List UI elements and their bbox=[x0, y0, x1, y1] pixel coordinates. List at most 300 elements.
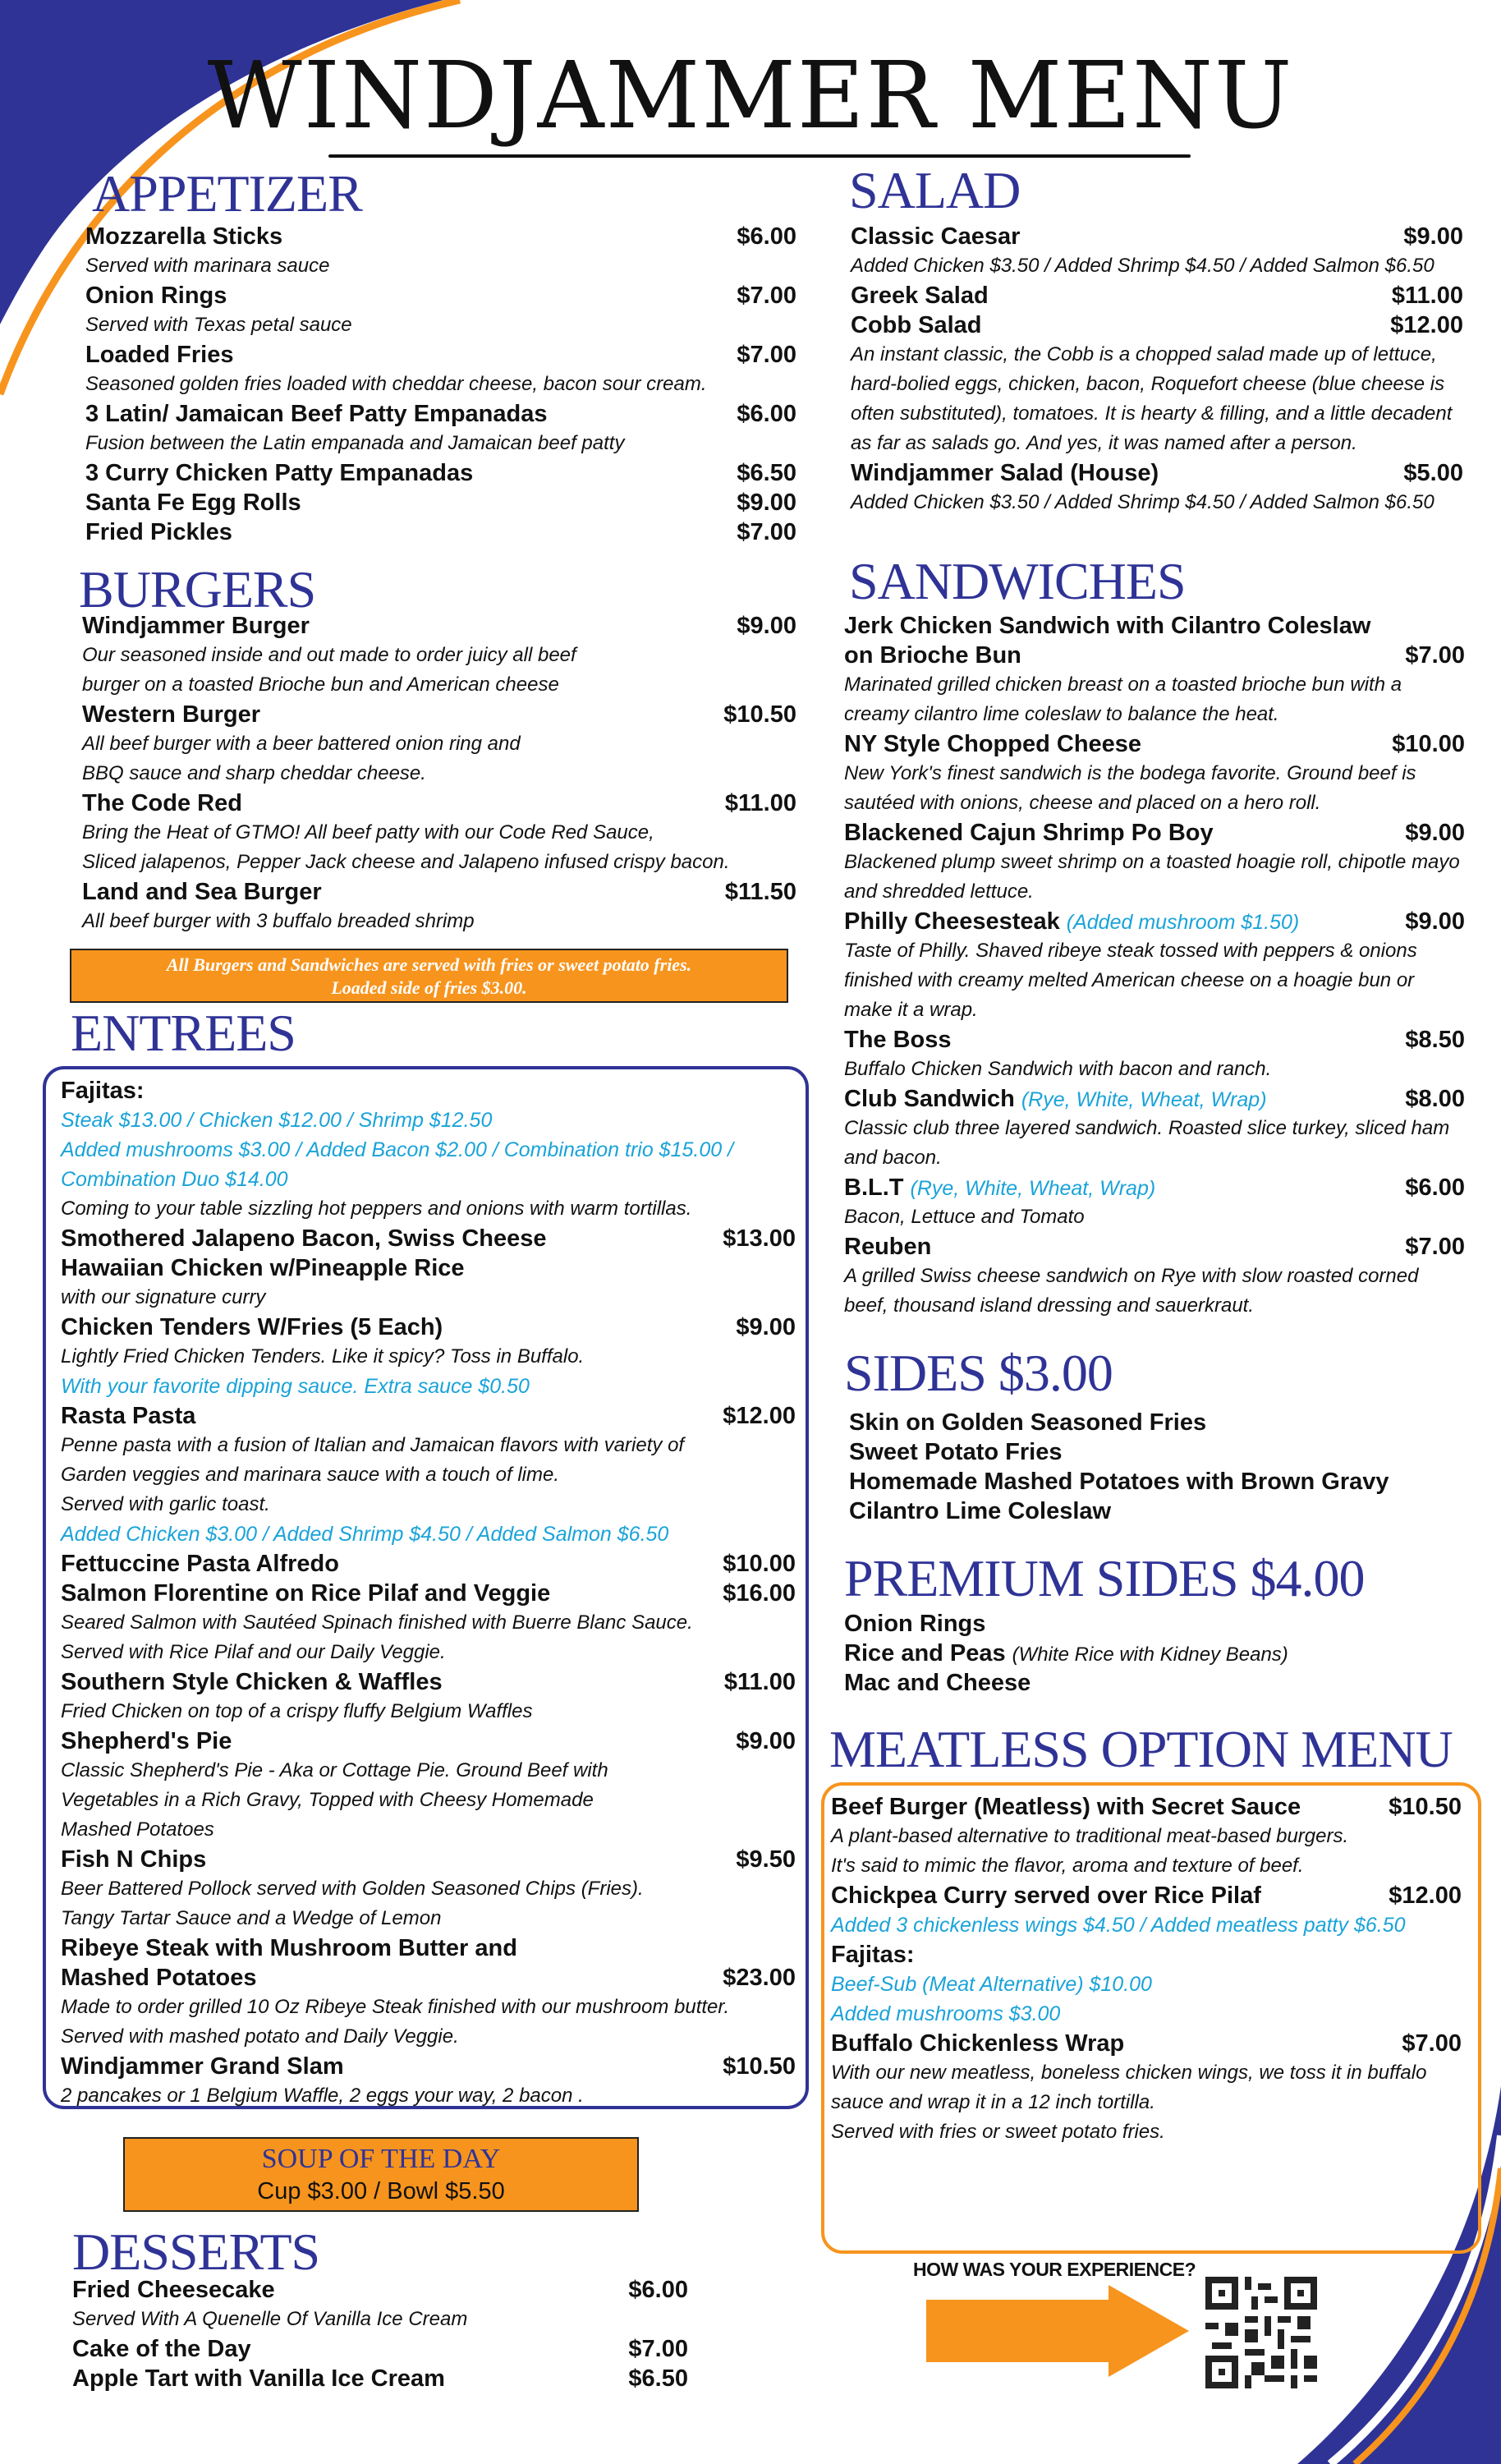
menu-text: Served with garlic toast. bbox=[61, 1493, 270, 1515]
menu-item bbox=[61, 1726, 796, 1756]
menu-item-description bbox=[72, 2305, 688, 2334]
menu-item bbox=[61, 1963, 796, 1993]
menu-text: as far as salads go. And yes, it was named after a person. bbox=[851, 432, 1357, 454]
menu-item-name: Western Burger bbox=[82, 701, 261, 728]
menu-item-name: Classic Caesar bbox=[851, 223, 1021, 250]
menu-addon bbox=[61, 1165, 796, 1194]
menu-item-options: (Added mushroom $1.50) bbox=[1066, 911, 1300, 934]
menu-item-description bbox=[844, 759, 1465, 788]
menu-text: Blackened plump sweet shrimp on a toasted hoagie roll, chipotle mayo bbox=[844, 851, 1460, 873]
menu-text: and bacon. bbox=[844, 1147, 942, 1169]
menu-item-description bbox=[844, 1291, 1465, 1321]
menu-text: Added mushrooms $3.00 / Added Bacon $2.00 / Combination trio $15.00 / bbox=[61, 1138, 734, 1161]
menu-item bbox=[82, 877, 796, 907]
menu-item-name: Santa Fe Egg Rolls bbox=[85, 490, 301, 516]
menu-item-description bbox=[61, 2022, 796, 2052]
menu-text: sautéed with onions, cheese and placed on a hero roll. bbox=[844, 792, 1321, 814]
menu-item-price: $23.00 bbox=[723, 1965, 796, 1991]
menu-item-name: Smothered Jalapeno Bacon, Swiss Cheese bbox=[61, 1225, 547, 1252]
menu-item-name: The Code Red bbox=[82, 790, 242, 816]
soup-prices: Cup $3.00 / Bowl $5.50 bbox=[257, 2178, 505, 2204]
menu-item-name: Rasta Pasta bbox=[61, 1403, 196, 1429]
menu-item-name: Shepherd's Pie bbox=[61, 1728, 232, 1754]
menu-item-name: Land and Sea Burger bbox=[82, 879, 322, 905]
sides-heading: SIDES $3.00 bbox=[844, 1344, 1113, 1402]
premium-sides-heading: PREMIUM SIDES $4.00 bbox=[844, 1549, 1365, 1607]
menu-item-price: $8.00 bbox=[1405, 1086, 1465, 1112]
menu-item-description bbox=[61, 1874, 796, 1904]
menu-item-description bbox=[61, 1904, 796, 1933]
menu-item bbox=[849, 1467, 1473, 1496]
appetizer-list bbox=[85, 222, 796, 547]
menu-item bbox=[844, 1639, 1468, 1668]
menu-item-price: $6.50 bbox=[628, 2365, 688, 2392]
menu-item-price: $6.00 bbox=[737, 223, 796, 250]
menu-item-name: Hawaiian Chicken w/Pineapple Rice bbox=[61, 1255, 465, 1281]
menu-item-price: $9.00 bbox=[736, 1314, 796, 1340]
menu-item bbox=[85, 340, 796, 370]
menu-text: Our seasoned inside and out made to order juicy all beef bbox=[82, 644, 576, 666]
menu-item bbox=[851, 222, 1463, 251]
menu-item-price: $10.00 bbox=[723, 1551, 796, 1577]
menu-item-description bbox=[61, 1460, 796, 1490]
menu-text: Beer Battered Pollock served with Golden Seasoned Chips (Fries). bbox=[61, 1878, 644, 1900]
menu-item-price: $7.00 bbox=[737, 283, 796, 309]
menu-item bbox=[61, 1667, 796, 1697]
menu-addon bbox=[61, 1372, 796, 1401]
menu-text: Steak $13.00 / Chicken $12.00 / Shrimp $12.50 bbox=[61, 1109, 493, 1132]
menu-item-description bbox=[85, 429, 796, 458]
sandwiches-list bbox=[844, 611, 1465, 1321]
menu-item-name: on Brioche Bun bbox=[844, 642, 1021, 669]
menu-addon bbox=[61, 1106, 796, 1135]
menu-item-name: Jerk Chicken Sandwich with Cilantro Coleslaw bbox=[844, 613, 1371, 639]
menu-item-description bbox=[82, 818, 796, 848]
qr-code-icon[interactable] bbox=[1205, 2277, 1317, 2388]
menu-item-name: Mac and Cheese bbox=[844, 1670, 1031, 1696]
menu-text: All beef burger with a beer battered onion ring and bbox=[82, 733, 521, 755]
menu-item-description bbox=[61, 1697, 796, 1726]
menu-item-name: Fish N Chips bbox=[61, 1846, 207, 1873]
menu-item-name: Fried Pickles bbox=[85, 519, 232, 545]
menu-item-description bbox=[831, 2117, 1462, 2147]
menu-item bbox=[85, 222, 796, 251]
menu-item-name: Salmon Florentine on Rice Pilaf and Veggie bbox=[61, 1580, 551, 1607]
menu-item-description bbox=[844, 848, 1465, 877]
menu-text: Coming to your table sizzling hot peppers and onions with warm tortillas. bbox=[61, 1198, 692, 1220]
menu-text: A grilled Swiss cheese sandwich on Rye with slow roasted corned bbox=[844, 1265, 1419, 1287]
menu-item-name: Skin on Golden Seasoned Fries bbox=[849, 1409, 1207, 1436]
menu-item-description bbox=[844, 966, 1465, 995]
menu-item-price: $9.00 bbox=[1403, 223, 1463, 250]
menu-item-price: $6.00 bbox=[1405, 1175, 1465, 1201]
menu-item-name: Homemade Mashed Potatoes with Brown Gravy bbox=[849, 1469, 1389, 1495]
menu-text: It's said to mimic the flavor, aroma and texture of beef. bbox=[831, 1855, 1304, 1877]
menu-item-name: Chickpea Curry served over Rice Pilaf bbox=[831, 1882, 1261, 1909]
menu-item-name: Fettuccine Pasta Alfredo bbox=[61, 1551, 339, 1577]
menu-item-description bbox=[61, 1756, 796, 1786]
menu-text: Lightly Fried Chicken Tenders. Like it spicy? Toss in Buffalo. bbox=[61, 1345, 585, 1368]
soup-title: SOUP OF THE DAY bbox=[261, 2144, 501, 2174]
menu-item bbox=[61, 1224, 796, 1253]
menu-item-name: Fried Cheesecake bbox=[72, 2277, 275, 2303]
menu-item-price: $7.00 bbox=[737, 342, 796, 368]
menu-item bbox=[851, 281, 1463, 310]
menu-text: With your favorite dipping sauce. Extra sauce $0.50 bbox=[61, 1375, 530, 1398]
menu-text: sauce and wrap it in a 12 inch tortilla. bbox=[831, 2091, 1155, 2113]
menu-text: Added 3 chickenless wings $4.50 / Added meatless patty $6.50 bbox=[831, 1914, 1406, 1937]
menu-text: Seared Salmon with Sautéed Spinach finished with Buerre Blanc Sauce. bbox=[61, 1611, 693, 1634]
menu-item bbox=[831, 1940, 1462, 1970]
burgers-list bbox=[82, 611, 796, 936]
menu-item bbox=[61, 1933, 796, 1963]
menu-text: Fusion between the Latin empanada and Jamaican beef patty bbox=[85, 432, 625, 454]
entrees-list bbox=[61, 1076, 796, 2111]
menu-item-description bbox=[82, 670, 796, 700]
menu-text: 2 pancakes or 1 Belgium Waffle, 2 eggs your way, 2 bacon . bbox=[61, 2085, 584, 2107]
menu-item-name: Fajitas: bbox=[61, 1078, 145, 1104]
menu-item-name: Ribeye Steak with Mushroom Butter and bbox=[61, 1935, 517, 1961]
menu-item-description bbox=[844, 995, 1465, 1025]
menu-item-price: $10.00 bbox=[1392, 731, 1465, 757]
menu-item bbox=[844, 1173, 1465, 1202]
menu-text: hard-bolied eggs, chicken, bacon, Roquefort cheese (blue cheese is bbox=[851, 373, 1445, 395]
menu-text: All beef burger with 3 buffalo breaded shrimp bbox=[82, 910, 475, 932]
menu-item-price: $9.00 bbox=[737, 490, 796, 516]
salad-heading: SALAD bbox=[849, 161, 1021, 219]
menu-text: Garden veggies and marinara sauce with a touch of lime. bbox=[61, 1464, 559, 1486]
menu-text: Bring the Heat of GTMO! All beef patty with our Code Red Sauce, bbox=[82, 821, 654, 844]
menu-text: Beef-Sub (Meat Alternative) $10.00 bbox=[831, 1973, 1152, 1996]
menu-item-name: Club Sandwich bbox=[844, 1086, 1015, 1112]
menu-item-price: $9.50 bbox=[736, 1846, 796, 1873]
menu-text: burger on a toasted Brioche bun and American cheese bbox=[82, 673, 559, 696]
menu-item-name: Windjammer Burger bbox=[82, 613, 310, 639]
menu-item-description bbox=[844, 936, 1465, 966]
menu-item-description bbox=[844, 1262, 1465, 1291]
menu-addon bbox=[61, 1519, 796, 1549]
burgers-heading: BURGERS bbox=[79, 560, 316, 618]
menu-item-description bbox=[61, 1815, 796, 1845]
menu-item bbox=[849, 1408, 1473, 1437]
menu-item-description bbox=[851, 340, 1463, 370]
menu-item bbox=[831, 1792, 1462, 1822]
menu-item bbox=[85, 458, 796, 488]
menu-item bbox=[61, 1549, 796, 1579]
menu-item bbox=[844, 1609, 1468, 1639]
menu-item-name: Cake of the Day bbox=[72, 2336, 251, 2362]
menu-text: Bacon, Lettuce and Tomato bbox=[844, 1206, 1085, 1228]
menu-text: Added Chicken $3.50 / Added Shrimp $4.50 / Added Salmon $6.50 bbox=[851, 491, 1434, 513]
menu-item-description bbox=[61, 2081, 796, 2111]
menu-item-price: $7.00 bbox=[1405, 642, 1465, 669]
menu-item bbox=[72, 2364, 688, 2393]
menu-item-description bbox=[844, 1202, 1465, 1232]
menu-item bbox=[844, 907, 1465, 936]
menu-item-description bbox=[844, 1114, 1465, 1143]
appetizer-heading: APPETIZER bbox=[92, 164, 362, 223]
menu-item-name: Chicken Tenders W/Fries (5 Each) bbox=[61, 1314, 443, 1340]
menu-item-price: $10.50 bbox=[1389, 1794, 1462, 1820]
menu-item-price: $11.50 bbox=[724, 879, 796, 905]
menu-item-description bbox=[831, 2088, 1462, 2117]
menu-item bbox=[61, 1579, 796, 1608]
menu-item bbox=[844, 1084, 1465, 1114]
menu-item-description bbox=[851, 251, 1463, 281]
menu-text: With our new meatless, boneless chicken wings, we toss it in buffalo bbox=[831, 2062, 1427, 2084]
menu-item bbox=[61, 1845, 796, 1874]
menu-item-description bbox=[82, 759, 796, 788]
menu-text: New York's finest sandwich is the bodega favorite. Ground beef is bbox=[844, 762, 1416, 784]
menu-item-name: Southern Style Chicken & Waffles bbox=[61, 1669, 443, 1695]
menu-item-name: Buffalo Chickenless Wrap bbox=[831, 2030, 1125, 2057]
menu-text: Made to order grilled 10 Oz Ribeye Steak finished with our mushroom butter. bbox=[61, 1996, 730, 2018]
menu-item bbox=[831, 1881, 1462, 1910]
menu-item-price: $7.00 bbox=[1405, 1234, 1465, 1260]
menu-addon bbox=[831, 1970, 1462, 1999]
menu-item-price: $7.00 bbox=[737, 519, 796, 545]
menu-item-name: Mozzarella Sticks bbox=[85, 223, 283, 250]
menu-item-description bbox=[851, 488, 1463, 517]
menu-item-name: Reuben bbox=[844, 1234, 932, 1260]
menu-item-price: $9.00 bbox=[1405, 820, 1465, 846]
menu-item-description bbox=[61, 1490, 796, 1519]
menu-item-name: Fajitas: bbox=[831, 1942, 915, 1968]
menu-text: Mashed Potatoes bbox=[61, 1818, 214, 1841]
menu-item-description bbox=[85, 310, 796, 340]
menu-item-name: NY Style Chopped Cheese bbox=[844, 731, 1142, 757]
menu-text: Buffalo Chicken Sandwich with bacon and ranch. bbox=[844, 1058, 1272, 1080]
menu-item-price: $7.00 bbox=[628, 2336, 688, 2362]
menu-text: make it a wrap. bbox=[844, 999, 978, 1021]
menu-item-description bbox=[61, 1608, 796, 1638]
menu-text: Served with mashed potato and Daily Veggie. bbox=[61, 2025, 459, 2048]
menu-text: Sliced jalapenos, Pepper Jack cheese and Jalapeno infused crispy bacon. bbox=[82, 851, 730, 873]
menu-item-description bbox=[844, 877, 1465, 907]
menu-item bbox=[844, 729, 1465, 759]
menu-text: finished with creamy melted American cheese on a hoagie bun or bbox=[844, 969, 1415, 991]
menu-addon bbox=[831, 1910, 1462, 1940]
menu-item-name: Onion Rings bbox=[85, 283, 227, 309]
menu-item-name: 3 Curry Chicken Patty Empanadas bbox=[85, 460, 474, 486]
menu-item-description bbox=[851, 370, 1463, 399]
burger-sides-note-line2: Loaded side of fries $3.00. bbox=[331, 977, 527, 998]
menu-item bbox=[85, 517, 796, 547]
arrow-right-icon bbox=[926, 2285, 1194, 2377]
menu-item bbox=[82, 611, 796, 641]
menu-item-description bbox=[61, 1431, 796, 1460]
menu-item-description bbox=[61, 1786, 796, 1815]
menu-item-description bbox=[61, 1342, 796, 1372]
sides-list bbox=[849, 1408, 1473, 1526]
menu-item-name: B.L.T bbox=[844, 1175, 904, 1201]
menu-item-price: $11.00 bbox=[1391, 283, 1463, 309]
menu-item-price: $7.00 bbox=[1402, 2030, 1462, 2057]
menu-item bbox=[844, 1668, 1468, 1698]
menu-text: with our signature curry bbox=[61, 1286, 266, 1308]
menu-text: Taste of Philly. Shaved ribeye steak tossed with peppers & onions bbox=[844, 940, 1417, 962]
menu-item-description bbox=[831, 1851, 1462, 1881]
menu-text: Penne pasta with a fusion of Italian and Jamaican flavors with variety of bbox=[61, 1434, 685, 1456]
menu-text: Combination Duo $14.00 bbox=[61, 1168, 288, 1191]
menu-item bbox=[82, 788, 796, 818]
menu-item-description bbox=[82, 848, 796, 877]
menu-item-description bbox=[61, 1194, 796, 1224]
soup-of-the-day-box bbox=[123, 2137, 639, 2212]
sandwiches-heading: SANDWICHES bbox=[849, 552, 1186, 610]
menu-item-price: $5.00 bbox=[1403, 460, 1463, 486]
menu-item-description bbox=[82, 907, 796, 936]
menu-item-name: Blackened Cajun Shrimp Po Boy bbox=[844, 820, 1214, 846]
menu-item-description bbox=[61, 1283, 796, 1312]
menu-item-description bbox=[831, 1822, 1462, 1851]
feedback-label: HOW WAS YOUR EXPERIENCE? bbox=[913, 2259, 1196, 2280]
menu-item bbox=[844, 1025, 1465, 1055]
menu-title: WINDJAMMER MENU bbox=[207, 43, 1294, 149]
menu-text: Seasoned golden fries loaded with cheddar cheese, bacon sour cream. bbox=[85, 373, 707, 395]
menu-item bbox=[61, 2052, 796, 2081]
menu-item-description bbox=[844, 788, 1465, 818]
menu-text: Marinated grilled chicken breast on a toasted brioche bun with a bbox=[844, 673, 1402, 696]
menu-item-price: $6.00 bbox=[628, 2277, 688, 2303]
menu-item-name: Loaded Fries bbox=[85, 342, 234, 368]
menu-item-price: $13.00 bbox=[723, 1225, 796, 1252]
menu-item-description bbox=[831, 2058, 1462, 2088]
menu-item-name: Onion Rings bbox=[844, 1611, 986, 1637]
menu-item bbox=[844, 641, 1465, 670]
menu-item-name: Greek Salad bbox=[851, 283, 989, 309]
menu-text: Classic club three layered sandwich. Roasted slice turkey, sliced ham bbox=[844, 1117, 1450, 1139]
menu-item bbox=[85, 399, 796, 429]
menu-item-price: $10.50 bbox=[723, 2053, 796, 2080]
menu-item bbox=[61, 1312, 796, 1342]
menu-addon bbox=[61, 1135, 796, 1165]
menu-item bbox=[851, 310, 1463, 340]
menu-text: and shredded lettuce. bbox=[844, 880, 1034, 903]
menu-item-price: $12.00 bbox=[1389, 1882, 1462, 1909]
meatless-heading: MEATLESS OPTION MENU bbox=[829, 1720, 1453, 1778]
menu-item-name: Beef Burger (Meatless) with Secret Sauce bbox=[831, 1794, 1301, 1820]
menu-text: An instant classic, the Cobb is a chopped salad made up of lettuce, bbox=[851, 343, 1437, 365]
menu-item-description bbox=[61, 1993, 796, 2022]
menu-text: Fried Chicken on top of a crispy fluffy Belgium Waffles bbox=[61, 1700, 533, 1722]
menu-item-description bbox=[61, 1638, 796, 1667]
desserts-heading: DESSERTS bbox=[72, 2223, 320, 2281]
menu-item-description bbox=[82, 641, 796, 670]
menu-item-name: The Boss bbox=[844, 1027, 952, 1053]
meatless-list bbox=[831, 1792, 1462, 2147]
menu-item bbox=[844, 818, 1465, 848]
menu-item-price: $6.50 bbox=[737, 460, 796, 486]
menu-item-price: $12.00 bbox=[723, 1403, 796, 1429]
menu-item-name: Apple Tart with Vanilla Ice Cream bbox=[72, 2365, 445, 2392]
menu-addon bbox=[831, 1999, 1462, 2029]
menu-text: creamy cilantro lime coleslaw to balance the heat. bbox=[844, 703, 1279, 725]
menu-item bbox=[72, 2334, 688, 2364]
menu-item-price: $11.00 bbox=[723, 1669, 796, 1695]
menu-item bbox=[849, 1496, 1473, 1526]
menu-item bbox=[85, 281, 796, 310]
menu-item-name: Windjammer Grand Slam bbox=[61, 2053, 344, 2080]
burger-sides-note bbox=[70, 949, 788, 1003]
menu-text: Served with marinara sauce bbox=[85, 255, 330, 277]
burger-sides-note-line1: All Burgers and Sandwiches are served with fries or sweet potato fries. bbox=[166, 954, 692, 975]
menu-text: Served with Rice Pilaf and our Daily Veggie. bbox=[61, 1641, 446, 1663]
menu-item-price: $16.00 bbox=[723, 1580, 796, 1607]
menu-item-name: Cobb Salad bbox=[851, 312, 982, 338]
menu-item-options: (Rye, White, Wheat, Wrap) bbox=[1021, 1088, 1267, 1111]
menu-item-name: Philly Cheesesteak bbox=[844, 908, 1060, 935]
menu-text: Added Chicken $3.00 / Added Shrimp $4.50 / Added Salmon $6.50 bbox=[61, 1523, 669, 1546]
menu-item-description bbox=[844, 1143, 1465, 1173]
menu-item-description bbox=[844, 1055, 1465, 1084]
menu-item-description bbox=[82, 729, 796, 759]
menu-item-description bbox=[851, 429, 1463, 458]
menu-item-name: 3 Latin/ Jamaican Beef Patty Empanadas bbox=[85, 401, 548, 427]
menu-item-price: $9.00 bbox=[736, 1728, 796, 1754]
menu-item-price: $6.00 bbox=[737, 401, 796, 427]
menu-text: Vegetables in a Rich Gravy, Topped with Cheesy Homemade bbox=[61, 1789, 594, 1811]
menu-item bbox=[61, 1253, 796, 1283]
menu-item bbox=[831, 2029, 1462, 2058]
menu-text: Added mushrooms $3.00 bbox=[831, 2002, 1061, 2025]
menu-item-name: Windjammer Salad (House) bbox=[851, 460, 1159, 486]
menu-item bbox=[844, 1232, 1465, 1262]
menu-item bbox=[851, 458, 1463, 488]
menu-item-description bbox=[844, 670, 1465, 700]
menu-item bbox=[82, 700, 796, 729]
menu-item-name: Mashed Potatoes bbox=[61, 1965, 257, 1991]
menu-item bbox=[61, 1401, 796, 1431]
menu-text: often substituted), tomatoes. It is hearty & filling, and a little decadent bbox=[851, 402, 1453, 425]
menu-text: beef, thousand island dressing and sauerkraut. bbox=[844, 1294, 1254, 1317]
menu-item-description bbox=[85, 251, 796, 281]
menu-item bbox=[85, 488, 796, 517]
menu-item-price: $8.50 bbox=[1405, 1027, 1465, 1053]
salad-list bbox=[851, 222, 1463, 517]
menu-item-options: (Rye, White, Wheat, Wrap) bbox=[910, 1177, 1156, 1200]
menu-text: Classic Shepherd's Pie - Aka or Cottage Pie. Ground Beef with bbox=[61, 1759, 608, 1781]
menu-text: Added Chicken $3.50 / Added Shrimp $4.50 / Added Salmon $6.50 bbox=[851, 255, 1434, 277]
menu-text: BBQ sauce and sharp cheddar cheese. bbox=[82, 762, 426, 784]
menu-text: Tangy Tartar Sauce and a Wedge of Lemon bbox=[61, 1907, 442, 1929]
premium-sides-list bbox=[844, 1609, 1468, 1698]
menu-text: Served With A Quenelle Of Vanilla Ice Cream bbox=[72, 2308, 468, 2330]
entrees-heading: ENTREES bbox=[71, 1004, 296, 1062]
menu-item-name: Rice and Peas bbox=[844, 1640, 1006, 1666]
menu-item bbox=[72, 2275, 688, 2305]
menu-item-description bbox=[844, 700, 1465, 729]
desserts-list bbox=[72, 2275, 688, 2393]
menu-item-price: $11.00 bbox=[724, 790, 796, 816]
menu-item-name: Cilantro Lime Coleslaw bbox=[849, 1498, 1112, 1524]
menu-item-description bbox=[851, 399, 1463, 429]
title-underline bbox=[328, 154, 1191, 158]
menu-item-name: Sweet Potato Fries bbox=[849, 1439, 1063, 1465]
menu-item-price: $9.00 bbox=[1405, 908, 1465, 935]
menu-item bbox=[844, 611, 1465, 641]
menu-item-options: (White Rice with Kidney Beans) bbox=[1012, 1643, 1288, 1666]
menu-item bbox=[61, 1076, 796, 1106]
menu-item-price: $12.00 bbox=[1390, 312, 1463, 338]
menu-text: Served with Texas petal sauce bbox=[85, 314, 352, 336]
menu-item-description bbox=[85, 370, 796, 399]
menu-item-price: $9.00 bbox=[737, 613, 796, 639]
menu-item-price: $10.50 bbox=[723, 701, 796, 728]
menu-text: Served with fries or sweet potato fries. bbox=[831, 2121, 1165, 2143]
menu-text: A plant-based alternative to traditional meat-based burgers. bbox=[831, 1825, 1349, 1847]
menu-item bbox=[849, 1437, 1473, 1467]
